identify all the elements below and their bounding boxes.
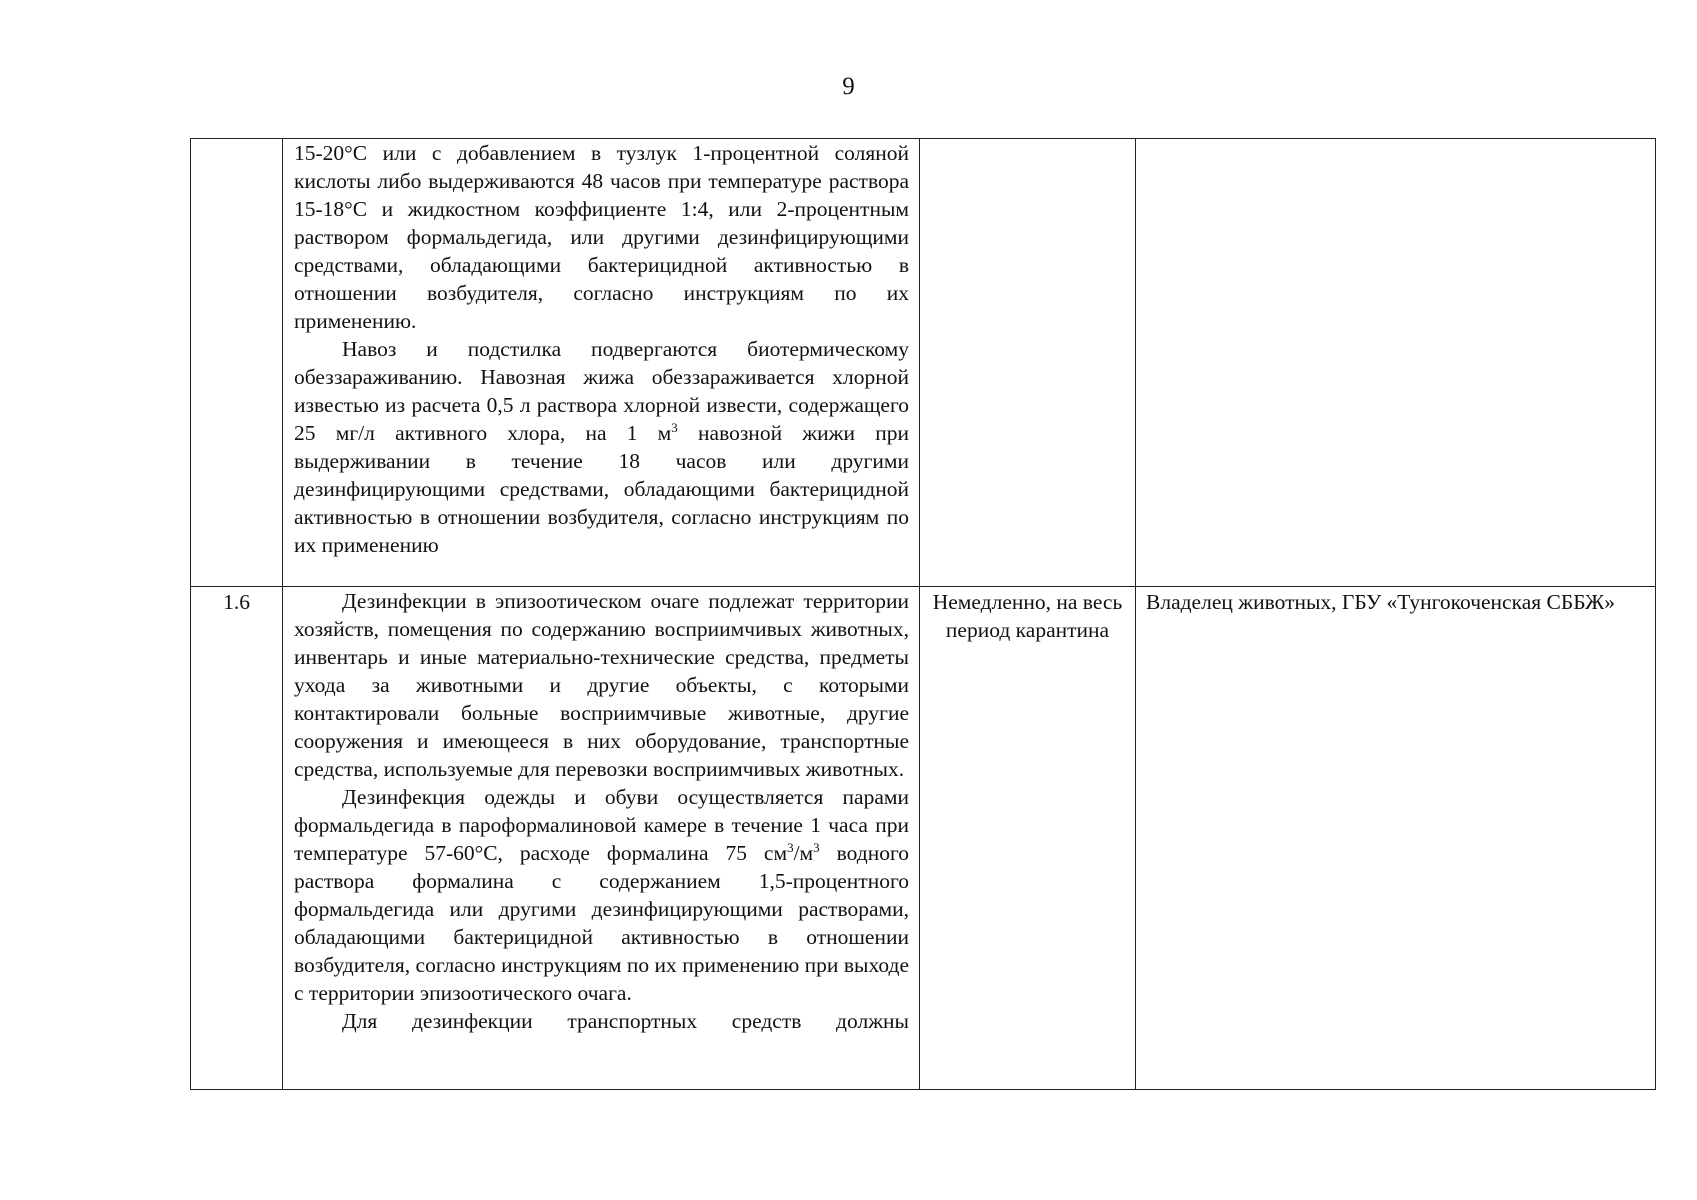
measure-paragraph bbox=[294, 139, 909, 335]
text-segment: Для дезинфекции транспортных средств должны bbox=[342, 1009, 909, 1033]
measure-paragraph bbox=[294, 1007, 909, 1035]
measure-text-cell bbox=[283, 587, 920, 1090]
page-number: 9 bbox=[842, 73, 855, 100]
superscript: 3 bbox=[787, 839, 794, 855]
measure-paragraph bbox=[294, 335, 909, 559]
text-segment: навозной жижи при выдерживании в течение 18 часов или другими дезинфицирующими средствами, обладающими бактерицидной активностью в отношении возбудителя, согласно инструкциям по их применению bbox=[294, 421, 909, 557]
table-row bbox=[191, 587, 1656, 1090]
superscript: 3 bbox=[813, 839, 820, 855]
term-cell bbox=[920, 139, 1136, 587]
measure-text-cell bbox=[283, 139, 920, 587]
text-segment: Дезинфекция одежды и обуви осуществляется парами формальдегида в пароформалиновой камере в течение 1 часа при температуре 57-60°С, расходе формалина 75 см bbox=[294, 785, 909, 865]
text-segment: Дезинфекции в эпизоотическом очаге подлежат территории хозяйств, помещения по содержанию восприимчивых животных, инвентарь и иные материально-технические средства, предметы ухода за животными и другие объекты, с которыми контактировали больные восприимчивые животные, другие сооружения и имеющееся в них оборудование, транспортные средства, используемые для перевозки восприимчивых животных. bbox=[294, 589, 909, 781]
measures-table bbox=[190, 138, 1656, 1090]
responsible-cell: Владелец животных, ГБУ «Тунгокоченская СББЖ» bbox=[1136, 587, 1656, 1090]
text-segment: Навоз и подстилка подвергаются биотермическому обеззараживанию. Навозная жижа обеззараживается хлорной известью из расчета 0,5 л раствора хлорной извести, содержащего 25 мг/л активного хлора, на 1 м bbox=[294, 337, 909, 445]
measure-paragraph bbox=[294, 587, 909, 783]
text-segment: /м bbox=[793, 841, 814, 865]
item-number-cell: 1.6 bbox=[191, 587, 283, 1090]
superscript: 3 bbox=[671, 419, 678, 435]
table-row bbox=[191, 139, 1656, 587]
item-number-cell bbox=[191, 139, 283, 587]
responsible-cell bbox=[1136, 139, 1656, 587]
text-segment: 15-20°С или с добавлением в тузлук 1-процентной соляной кислоты либо выдерживаются 48 часов при температуре раствора 15-18°С и жидкостном коэффициенте 1:4, или 2-процентным раствором формальдегида, или другими дезинфицирующими средствами, обладающими бактерицидной активностью в отношении возбудителя, согласно инструкциям по их применению. bbox=[294, 141, 909, 333]
measure-paragraph bbox=[294, 783, 909, 1007]
text-segment: водного раствора формалина с содержанием 1,5-процентного формальдегида или другими дезинфицирующими растворами, обладающими бактерицидной активностью в отношении возбудителя, согласно инструкциям по их применению при выходе с территории эпизоотического очага. bbox=[294, 841, 909, 1005]
term-cell: Немедленно, на весь период карантина bbox=[920, 587, 1136, 1090]
